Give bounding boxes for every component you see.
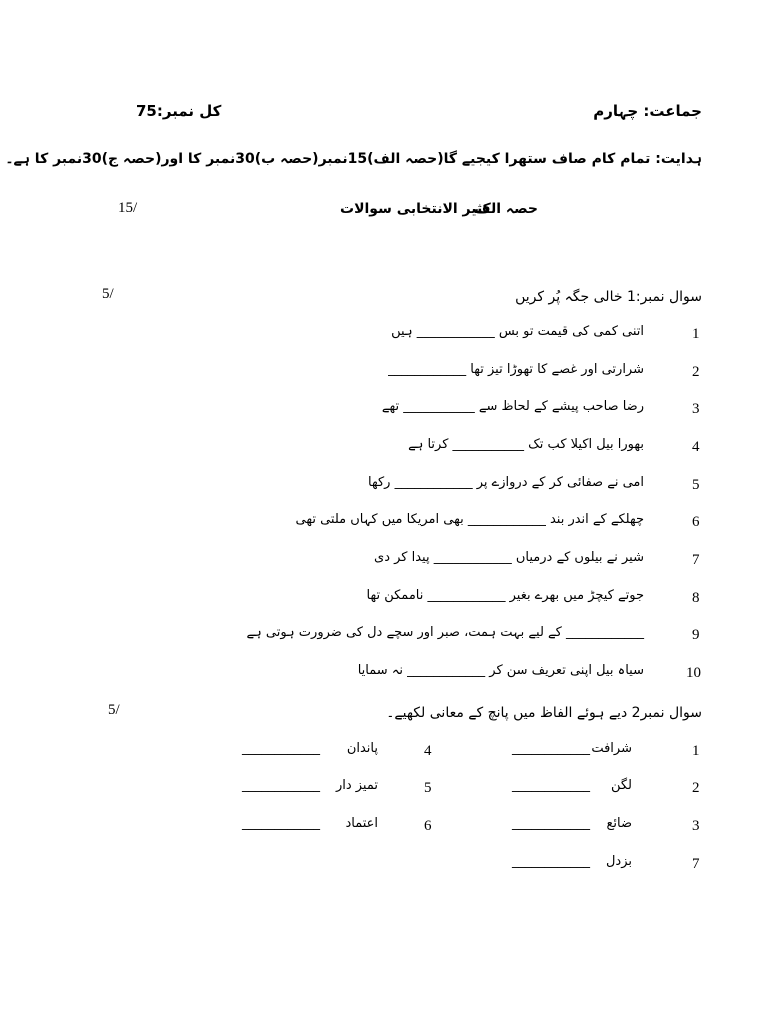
q1-item-text: چھلکے کے اندر بند ____________ بھی امریکا میں کہاں ملتی تھی: [295, 512, 644, 527]
q1-item-number: 1: [692, 326, 700, 342]
q2-item-number: 2: [692, 780, 700, 796]
q1-item-number: 9: [692, 627, 700, 643]
q2-answer-line: ____________: [242, 741, 320, 756]
q2-answer-line: ____________: [512, 778, 590, 793]
q1-item-text: جوتے کیچڑ میں بھرے بغیر ____________ ناممکن تھا: [366, 588, 644, 603]
q2-word: بزدل: [605, 854, 632, 869]
q1-item-text: بھورا بیل اکیلا کب تک ___________ کرتا ہے: [408, 437, 644, 452]
section-a-marks: 15/: [118, 200, 138, 216]
q2-word: پاندان: [346, 741, 378, 756]
q1-item-text: شرارتی اور غصے کا تھوڑا تیز تھا ____________: [388, 362, 644, 377]
q1-item-number: 3: [692, 401, 700, 417]
q2-word: اعتماد: [345, 816, 378, 831]
q2-marks: 5/: [108, 702, 120, 718]
q2-answer-line: ____________: [512, 854, 590, 869]
q2-item-number: 7: [692, 856, 700, 872]
q1-item-text: ____________ کے لیے بہت ہمت، صبر اور سچے دل کی ضرورت ہوتی ہے: [246, 625, 644, 640]
q2-word: شرافت: [591, 741, 632, 756]
q2-word: تمیز دار: [335, 778, 378, 793]
q1-item-text: رضا صاحب پیشے کے لحاظ سے ___________ تھے: [381, 399, 644, 414]
q1-item-number: 7: [692, 552, 700, 568]
q1-title: سوال نمبر:1 خالی جگہ پُر کریں: [515, 289, 702, 305]
q1-item-number: 2: [692, 364, 700, 380]
q2-item-number: 4: [424, 743, 432, 759]
q2-word: لگن: [610, 778, 632, 793]
grade-label: جماعت: چہارم: [593, 102, 702, 120]
total-marks: کل نمبر:75: [136, 102, 222, 120]
q2-item-number: 5: [424, 780, 432, 796]
section-a-title: حصہ الف: [474, 201, 538, 217]
q1-item-number: 8: [692, 590, 700, 606]
q1-item-number: 10: [686, 665, 701, 681]
q2-answer-line: ____________: [512, 741, 590, 756]
q2-answer-line: ____________: [242, 778, 320, 793]
q1-item-number: 5: [692, 477, 700, 493]
q2-item-number: 1: [692, 743, 700, 759]
q1-item-text: سیاہ بیل اپنی تعریف سن کر ____________ نہ سمایا: [357, 663, 644, 678]
q1-item-text: شیر نے بیلوں کے درمیاں ____________ پیدا کر دی: [374, 550, 644, 565]
q1-item-text: اتنی کمی کی قیمت تو بس ____________ ہیں: [391, 324, 644, 339]
q2-item-number: 6: [424, 818, 432, 834]
section-a-subtitle: کثیر الانتخابی سوالات: [340, 201, 491, 217]
q2-answer-line: ____________: [512, 816, 590, 831]
q2-title: سوال نمبر2 دیے ہوئے الفاظ میں پانچ کے معانی لکھیے۔: [386, 705, 702, 721]
instructions: ہدایت: تمام کام صاف ستھرا کیجیے گا(حصہ الف)15نمبر(حصہ ب)30نمبر کا اور(حصہ ج)30نمبر کا ہے۔: [5, 151, 702, 167]
q2-item-number: 3: [692, 818, 700, 834]
q2-word: ضائع: [606, 816, 632, 831]
q2-answer-line: ____________: [242, 816, 320, 831]
q1-item-text: امی نے صفائی کر کے دروازے پر ____________ رکھا: [368, 475, 644, 490]
q1-item-number: 4: [692, 439, 700, 455]
q1-item-number: 6: [692, 514, 700, 530]
q1-marks: 5/: [102, 286, 114, 302]
